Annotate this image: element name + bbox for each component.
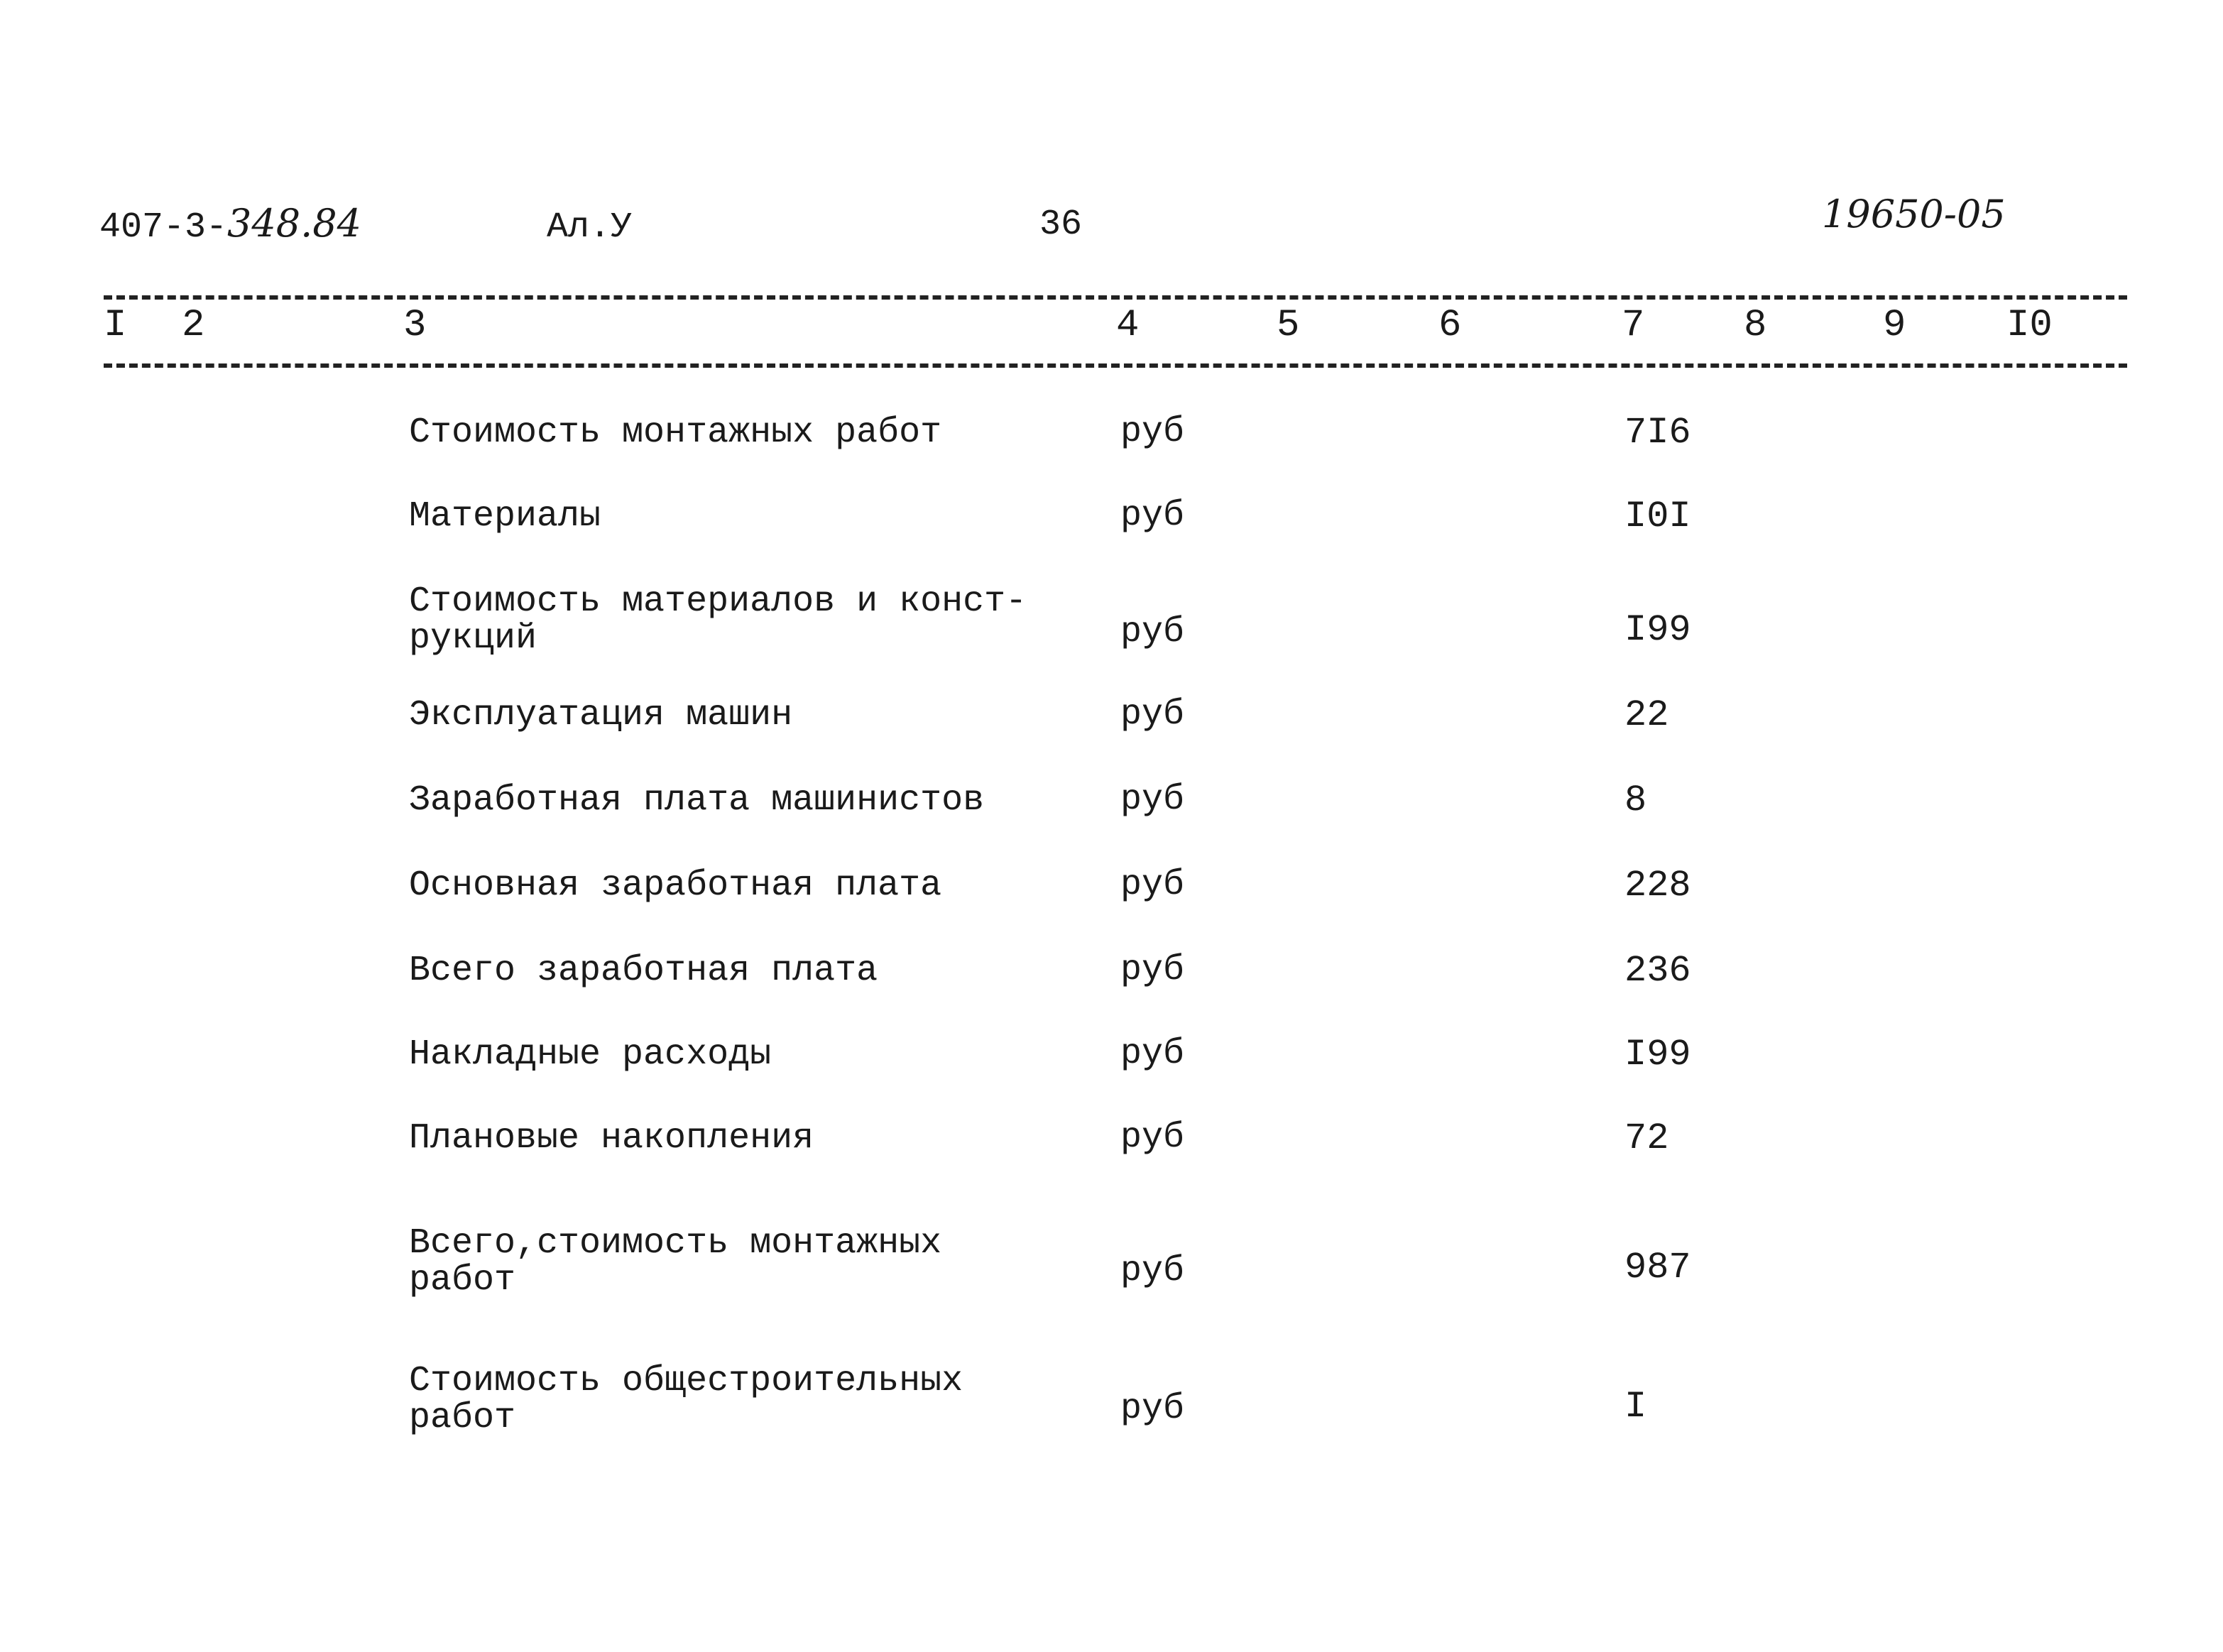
row-unit: руб [1120, 1389, 1185, 1429]
col-1: I [104, 304, 127, 347]
row-unit: руб [1120, 412, 1185, 452]
row-description: Накладные расходы [409, 1034, 772, 1075]
col-2: 2 [182, 304, 205, 347]
col-10: I0 [2006, 304, 2053, 347]
doc-code-handwritten: 348.84 [227, 201, 361, 246]
row-unit: руб [1120, 779, 1185, 820]
row-unit: руб [1120, 865, 1185, 905]
row-description: Стоимость общестроительных работ [409, 1361, 963, 1438]
row-unit: руб [1120, 612, 1185, 652]
row-value: I99 [1624, 1034, 1691, 1076]
col-6: 6 [1438, 304, 1462, 347]
row-description: Заработная плата машинистов [409, 780, 985, 821]
header-rule-top [104, 295, 2127, 300]
row-value: 7I6 [1624, 412, 1691, 454]
row-description: Всего,стоимость монтажных работ [409, 1223, 942, 1301]
col-8: 8 [1744, 304, 1767, 347]
row-value: I0I [1624, 496, 1691, 537]
row-value: I [1624, 1386, 1647, 1428]
row-description: Стоимость материалов и конст- рукций [409, 581, 1027, 659]
album-label: Ал.У [547, 207, 633, 248]
row-unit: руб [1120, 1034, 1185, 1074]
stamp-number: 19650-05 [1822, 192, 2006, 236]
row-description: Всего заработная плата [409, 951, 878, 991]
row-value: I99 [1624, 609, 1691, 651]
row-unit: руб [1120, 1117, 1185, 1158]
row-value: 987 [1624, 1247, 1691, 1289]
col-5: 5 [1277, 304, 1300, 347]
doc-code-printed: 407-3- [99, 207, 228, 248]
row-value: 236 [1624, 950, 1691, 992]
row-description: Плановые накопления [409, 1118, 814, 1159]
col-9: 9 [1883, 304, 1906, 347]
col-4: 4 [1116, 304, 1140, 347]
row-value: 228 [1624, 865, 1691, 907]
row-value: 8 [1624, 779, 1647, 821]
col-7: 7 [1622, 304, 1645, 347]
row-description: Эксплуатация машин [409, 695, 793, 735]
row-value: 22 [1624, 694, 1669, 736]
header-rule-bottom [104, 363, 2127, 368]
row-unit: руб [1120, 950, 1185, 990]
row-unit: руб [1120, 694, 1185, 735]
row-description: Основная заработная плата [409, 865, 942, 906]
doc-code [99, 201, 361, 248]
row-description: Стоимость монтажных работ [409, 412, 942, 453]
row-unit: руб [1120, 1251, 1185, 1291]
page-number: 36 [1039, 204, 1083, 245]
row-unit: руб [1120, 496, 1185, 536]
row-description: Материалы [409, 496, 601, 537]
col-3: 3 [403, 304, 427, 347]
row-value: 72 [1624, 1117, 1669, 1159]
